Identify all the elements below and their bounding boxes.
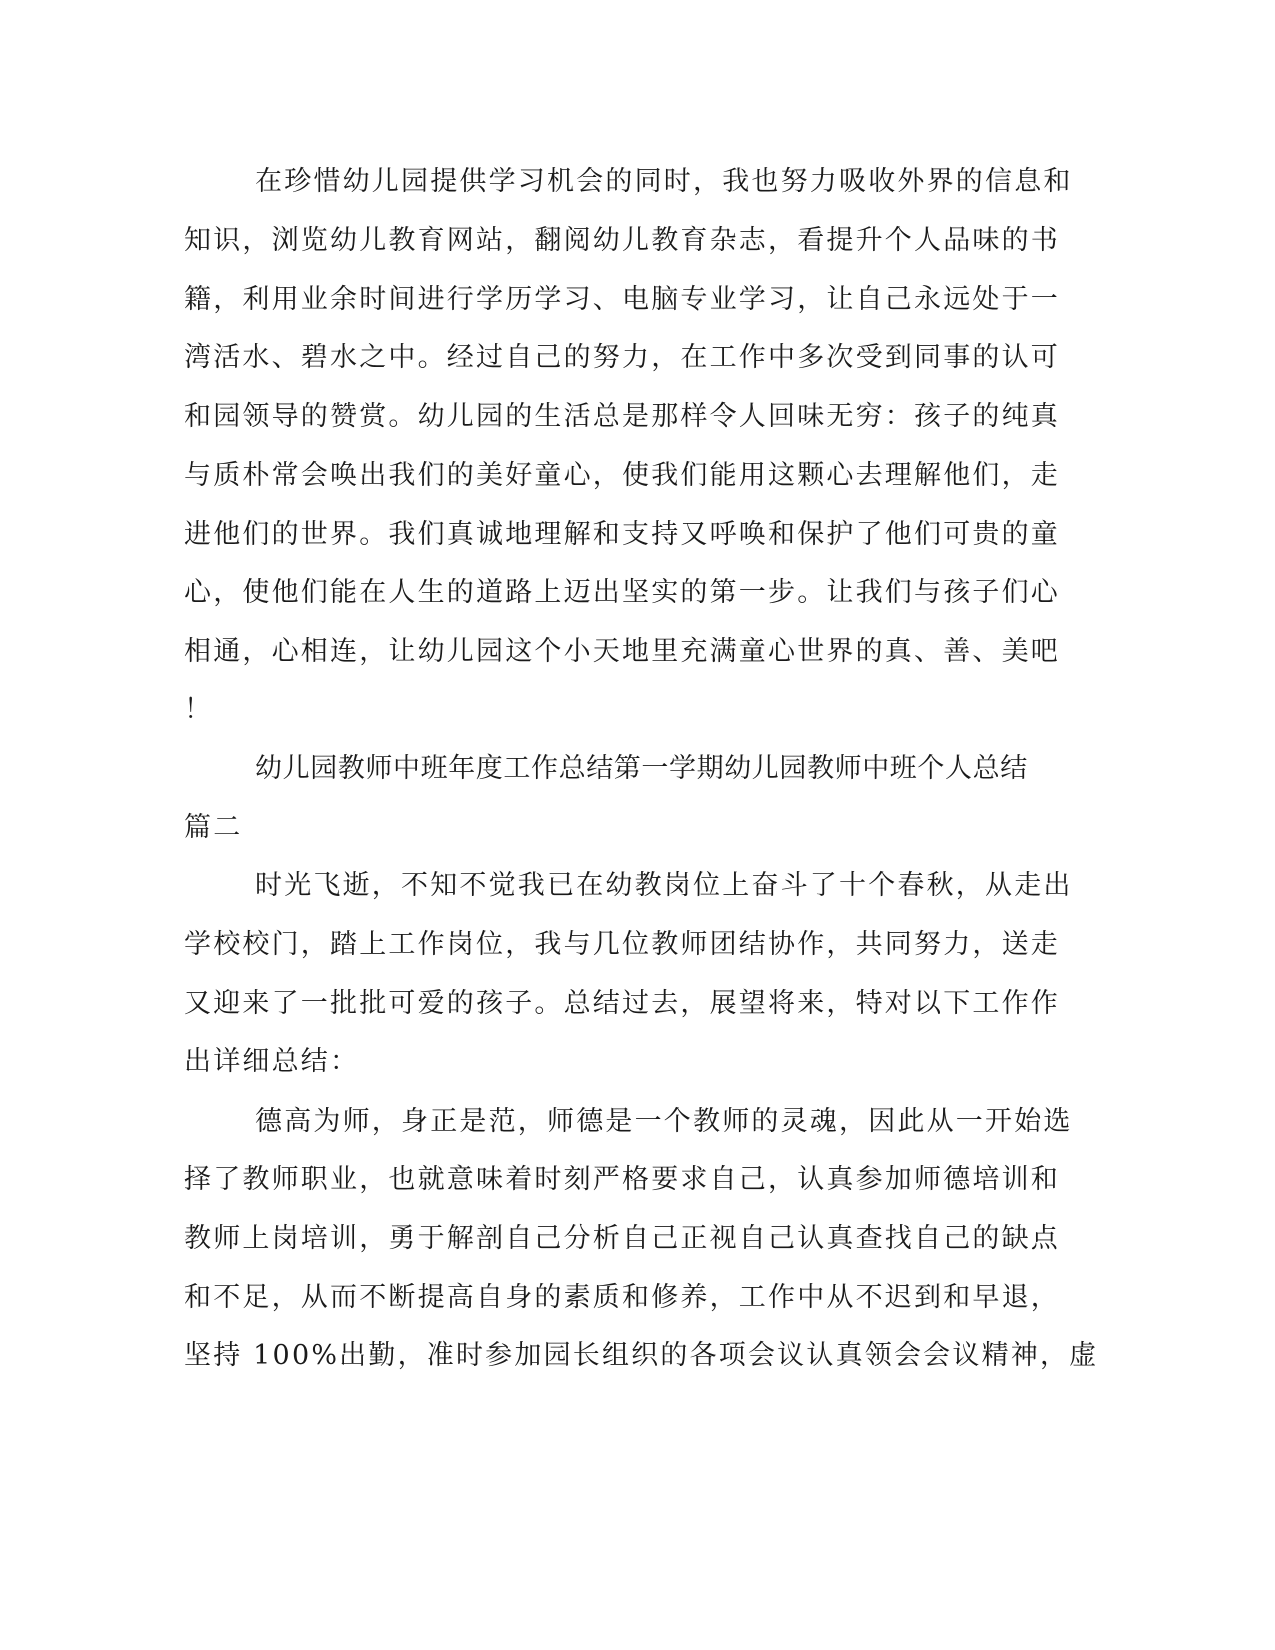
text-line: 学校校门，踏上工作岗位，我与几位教师团结协作，共同努力，送走: [184, 929, 1060, 960]
text-line: 籍，利用业余时间进行学历学习、电脑专业学习，让自己永远处于一: [184, 284, 1060, 315]
section-heading-line: 篇二: [184, 812, 243, 843]
text-line: 和不足，从而不断提高自身的素质和修养，工作中从不迟到和早退，: [184, 1282, 1060, 1313]
text-line: 在珍惜幼儿园提供学习机会的同时，我也努力吸收外界的信息和: [255, 166, 1073, 197]
text-line: 进他们的世界。我们真诚地理解和支持又呼唤和保护了他们可贵的童: [184, 519, 1060, 550]
text-line: 相通，心相连，让幼儿园这个小天地里充满童心世界的真、善、美吧: [184, 636, 1060, 667]
text-line: 时光飞逝，不知不觉我已在幼教岗位上奋斗了十个春秋，从走出: [255, 870, 1073, 901]
text-line: 又迎来了一批批可爱的孩子。总结过去，展望将来，特对以下工作作: [184, 988, 1060, 1019]
text-line: 择了教师职业，也就意味着时刻严格要求自己，认真参加师德培训和: [184, 1164, 1060, 1195]
text-line: 知识，浏览幼儿教育网站，翻阅幼儿教育杂志，看提升个人品味的书: [184, 225, 1060, 256]
text-line: 与质朴常会唤出我们的美好童心，使我们能用这颗心去理解他们，走: [184, 460, 1060, 491]
text-line: 湾活水、碧水之中。经过自己的努力，在工作中多次受到同事的认可: [184, 342, 1060, 373]
text-line: 德高为师，身正是范，师德是一个教师的灵魂，因此从一开始选: [255, 1106, 1073, 1137]
text-line: 出详细总结：: [184, 1046, 360, 1077]
text-line: 心，使他们能在人生的道路上迈出坚实的第一步。让我们与孩子们心: [184, 577, 1060, 608]
text-line: ！: [184, 694, 214, 725]
section-heading-line: 幼儿园教师中班年度工作总结第一学期幼儿园教师中班个人总结: [255, 753, 1028, 784]
text-line: 坚持 100%出勤，准时参加园长组织的各项会议认真领会会议精神，虚: [184, 1340, 1099, 1371]
text-line: 教师上岗培训，勇于解剖自己分析自己正视自己认真查找自己的缺点: [184, 1223, 1060, 1254]
text-line: 和园领导的赞赏。幼儿园的生活总是那样令人回味无穷：孩子的纯真: [184, 401, 1060, 432]
